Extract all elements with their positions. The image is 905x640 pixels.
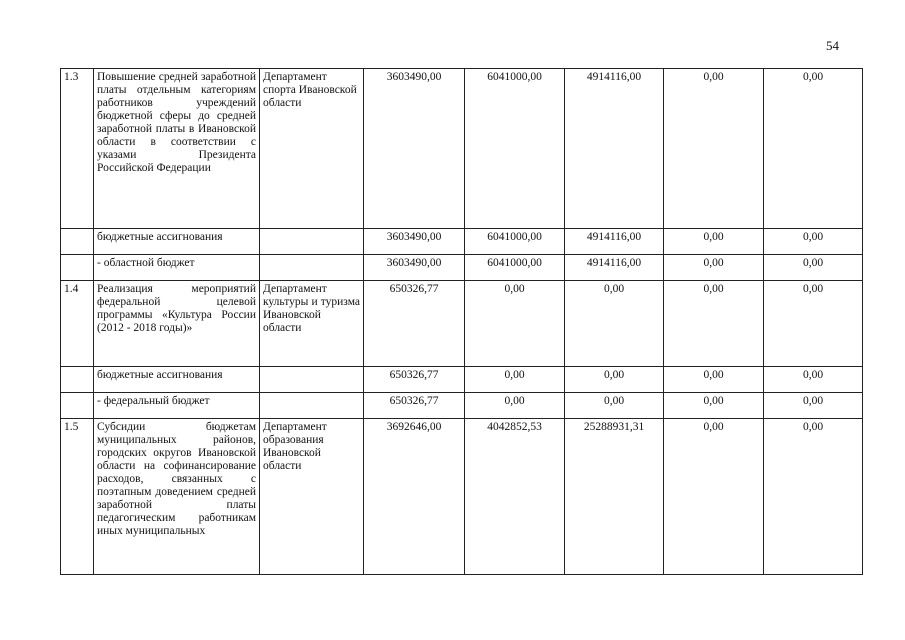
value-cell: 4914116,00 (565, 229, 664, 255)
row-name: Повышение средней заработной платы отдельным категориям работников учреждений бюджетной сферы до средней заработной платы в Ивановской области в соответствии с указами Президента Российской Федерации (94, 69, 260, 229)
value-cell: 25288931,31 (565, 419, 664, 575)
row-code (61, 367, 94, 393)
value-cell: 650326,77 (364, 367, 465, 393)
row-name: бюджетные ассигнования (94, 367, 260, 393)
value-cell: 0,00 (664, 393, 764, 419)
table-row (61, 281, 863, 367)
value-cell: 0,00 (664, 419, 764, 575)
value-cell: 3603490,00 (364, 255, 465, 281)
value-cell: 3603490,00 (364, 69, 465, 229)
value-cell: 0,00 (764, 229, 863, 255)
row-code (61, 393, 94, 419)
value-cell: 0,00 (764, 69, 863, 229)
value-cell: 0,00 (764, 255, 863, 281)
row-code: 1.3 (61, 69, 94, 229)
row-name: - федеральный бюджет (94, 393, 260, 419)
row-name: Реализация мероприятий федеральной целевой программы «Культура России (2012 - 2018 годы)» (94, 281, 260, 367)
value-cell: 0,00 (565, 281, 664, 367)
table-row (61, 255, 863, 281)
row-executor: Департамент образования Ивановской области (260, 419, 364, 575)
value-cell: 0,00 (764, 281, 863, 367)
value-cell: 6041000,00 (465, 69, 565, 229)
row-code (61, 229, 94, 255)
value-cell: 6041000,00 (465, 255, 565, 281)
row-executor: Департамент культуры и туризма Ивановской области (260, 281, 364, 367)
value-cell: 0,00 (565, 393, 664, 419)
value-cell: 650326,77 (364, 393, 465, 419)
value-cell: 650326,77 (364, 281, 465, 367)
row-name: - областной бюджет (94, 255, 260, 281)
value-cell: 0,00 (764, 367, 863, 393)
value-cell: 0,00 (465, 367, 565, 393)
value-cell: 0,00 (764, 393, 863, 419)
value-cell: 0,00 (664, 69, 764, 229)
value-cell: 0,00 (664, 229, 764, 255)
row-executor (260, 255, 364, 281)
row-code: 1.4 (61, 281, 94, 367)
row-executor (260, 393, 364, 419)
value-cell: 4914116,00 (565, 69, 664, 229)
table-row (61, 393, 863, 419)
value-cell: 0,00 (764, 419, 863, 575)
row-name: Субсидии бюджетам муниципальных районов, городских округов Ивановской области на софинансирование расходов, связанных с поэтапным доведением средней заработной платы педагогическим работникам иных муниципальных (94, 419, 260, 575)
value-cell: 0,00 (664, 255, 764, 281)
value-cell: 4914116,00 (565, 255, 664, 281)
value-cell: 3692646,00 (364, 419, 465, 575)
row-name: бюджетные ассигнования (94, 229, 260, 255)
value-cell: 3603490,00 (364, 229, 465, 255)
row-code: 1.5 (61, 419, 94, 575)
value-cell: 0,00 (664, 281, 764, 367)
value-cell: 4042852,53 (465, 419, 565, 575)
value-cell: 0,00 (664, 367, 764, 393)
table-row (61, 229, 863, 255)
value-cell: 6041000,00 (465, 229, 565, 255)
table-row (61, 419, 863, 575)
value-cell: 0,00 (465, 281, 565, 367)
row-executor: Департамент спорта Ивановской области (260, 69, 364, 229)
row-executor (260, 367, 364, 393)
row-executor (260, 229, 364, 255)
budget-table (60, 68, 863, 575)
value-cell: 0,00 (565, 367, 664, 393)
page-number: 54 (826, 38, 839, 53)
table-row (61, 367, 863, 393)
row-code (61, 255, 94, 281)
table-row (61, 69, 863, 229)
value-cell: 0,00 (465, 393, 565, 419)
